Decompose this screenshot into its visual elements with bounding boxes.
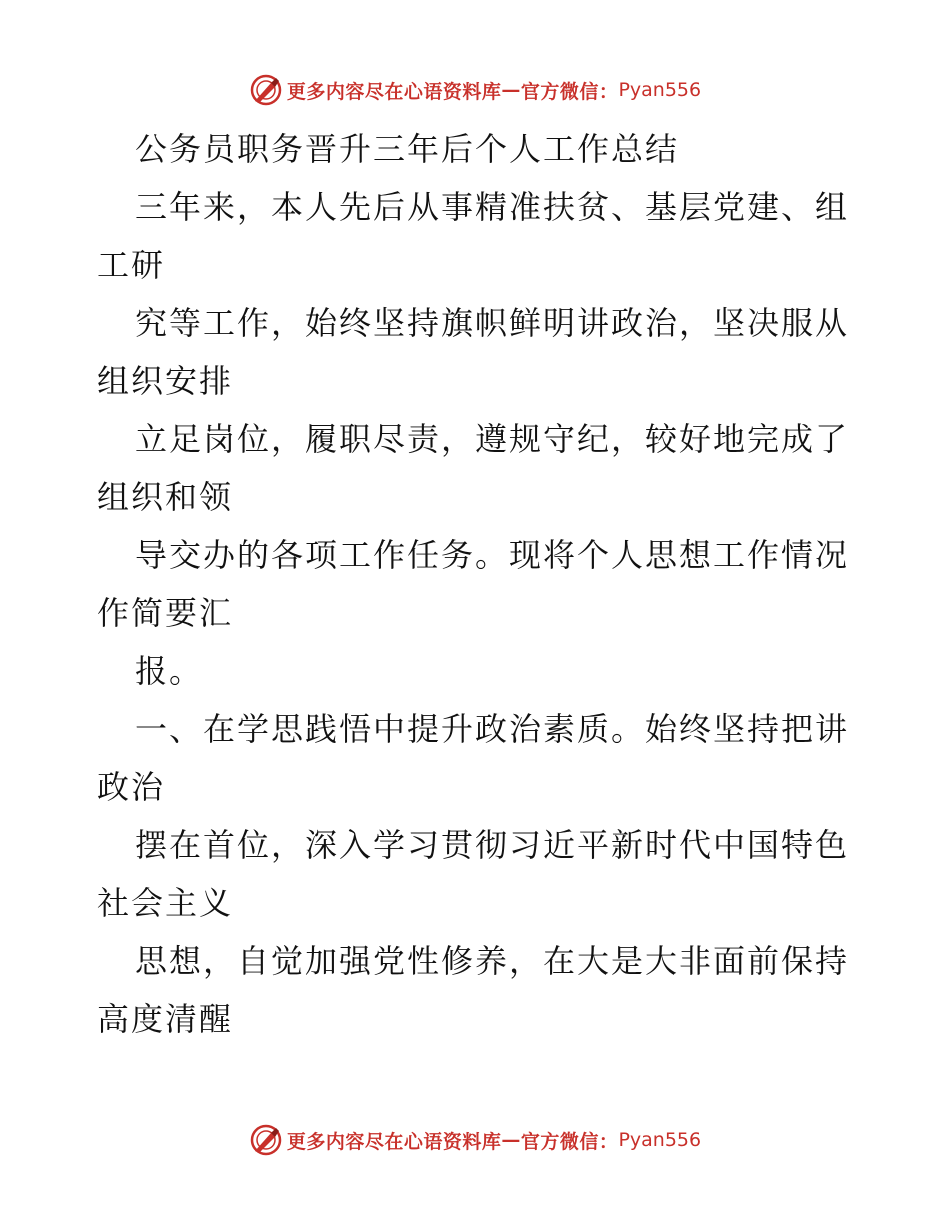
watermark-separator: —	[501, 1129, 521, 1151]
text-line: 政治	[97, 768, 166, 806]
watermark-main-text: 更多内容尽在心语资料库	[286, 80, 502, 103]
header-watermark	[0, 70, 950, 110]
section-heading-line: 一、在学思践悟中提升政治素质。始终坚持把讲	[135, 710, 850, 748]
text-line: 社会主义	[97, 884, 234, 922]
text-line: 导交办的各项工作任务。现将个人思想工作情况	[135, 536, 850, 574]
watermark-separator: —	[501, 79, 521, 101]
watermark-account: Pyan556	[618, 1129, 702, 1151]
text-line: 立足岗位，履职尽责，遵规守纪，较好地完成了	[135, 420, 850, 458]
text-line: 三年来，本人先后从事精准扶贫、基层党建、组	[135, 188, 850, 226]
pen-nib-seal-icon	[249, 73, 283, 107]
watermark-main-text: 更多内容尽在心语资料库	[286, 1130, 502, 1153]
footer-watermark	[0, 1120, 950, 1160]
document-title: 公务员职务晋升三年后个人工作总结	[135, 130, 680, 168]
text-line: 组织和领	[97, 478, 234, 516]
text-line: 报。	[135, 652, 204, 690]
text-line: 作简要汇	[97, 594, 234, 632]
text-line: 工研	[97, 246, 166, 284]
text-line: 组织安排	[97, 362, 234, 400]
pen-nib-seal-icon	[249, 1123, 283, 1157]
text-line: 摆在首位，深入学习贯彻习近平新时代中国特色	[135, 826, 850, 864]
text-line: 高度清醒	[97, 1000, 234, 1038]
watermark-official-label: 官方微信：	[520, 1130, 619, 1153]
text-line: 究等工作，始终坚持旗帜鲜明讲政治，坚决服从	[135, 304, 850, 342]
text-line: 思想，自觉加强党性修养，在大是大非面前保持	[135, 942, 850, 980]
watermark-official-label: 官方微信：	[520, 80, 619, 103]
document-body	[97, 120, 857, 1048]
watermark-account: Pyan556	[618, 79, 702, 101]
